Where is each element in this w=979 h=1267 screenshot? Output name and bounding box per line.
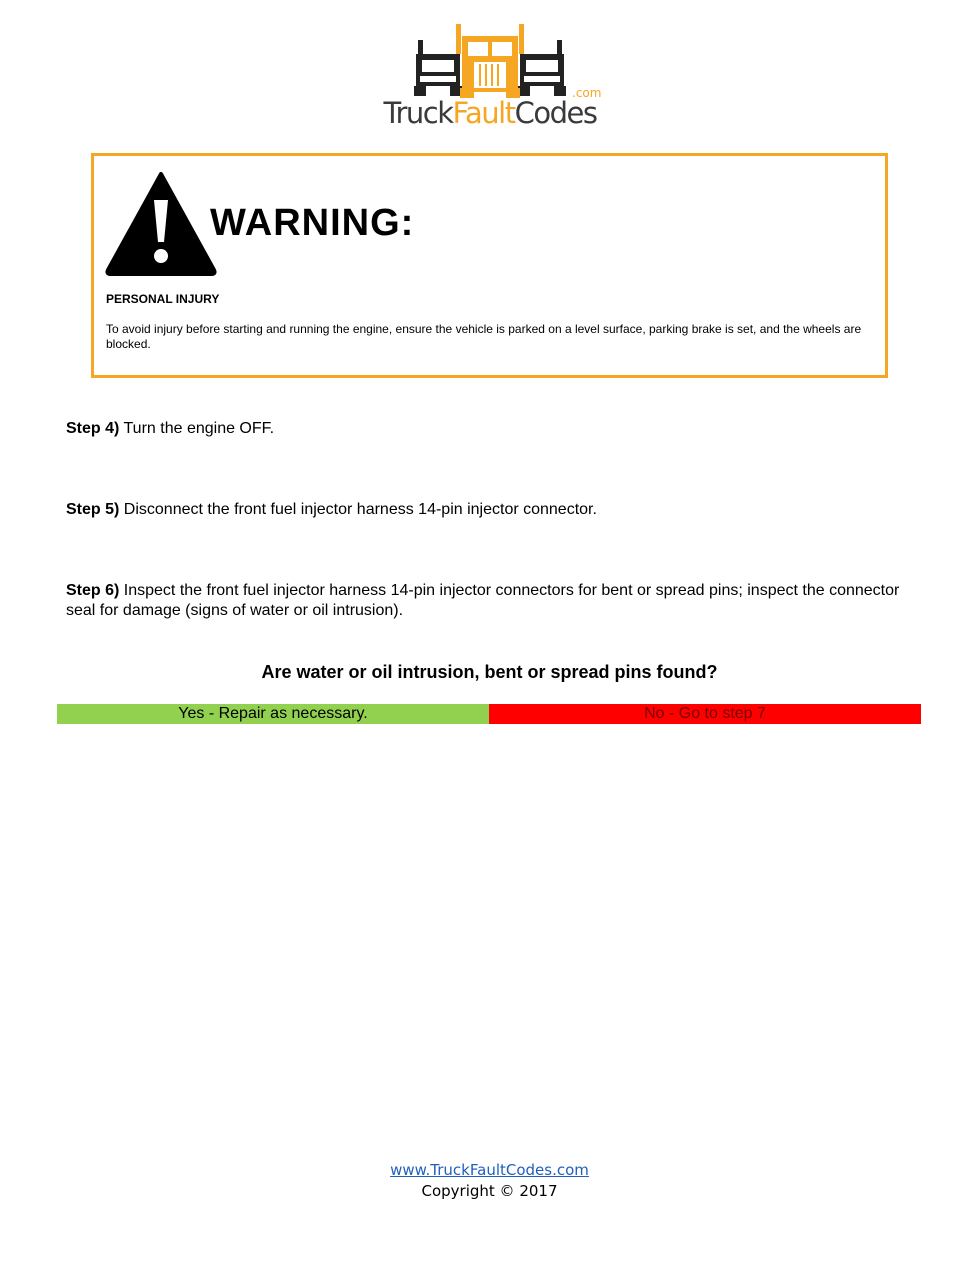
logo-word-codes: Codes	[514, 96, 597, 130]
footer	[0, 1160, 979, 1202]
logo-suffix: .com	[572, 86, 602, 100]
truck-logo-icon	[378, 18, 602, 98]
step-6-label: Step 6)	[66, 582, 120, 599]
logo-word-truck: Truck	[383, 96, 453, 130]
step-6-text: Inspect the front fuel injector harness 14-pin injector connectors for bent or spread pins; inspect the connector seal for damage (signs of water or oil intrusion).	[66, 582, 900, 619]
step-6	[66, 581, 926, 621]
logo	[378, 18, 602, 128]
logo-wordmark	[378, 96, 602, 130]
step-5	[66, 500, 926, 520]
answer-no: No - Go to step 7	[489, 704, 921, 724]
logo-word-fault: Fault	[452, 96, 515, 130]
warning-triangle-icon	[104, 170, 218, 276]
warning-title: WARNING:	[210, 202, 415, 244]
step-5-text: Disconnect the front fuel injector harness 14-pin injector connector.	[119, 501, 597, 518]
warning-subtitle: PERSONAL INJURY	[106, 292, 220, 306]
footer-website-link[interactable]: www.TruckFaultCodes.com	[390, 1161, 589, 1179]
answer-bar	[57, 704, 921, 724]
step-4	[66, 419, 926, 439]
step-5-label: Step 5)	[66, 501, 120, 518]
answer-yes: Yes - Repair as necessary.	[57, 704, 489, 724]
step-4-label: Step 4)	[66, 420, 120, 437]
question-heading: Are water or oil intrusion, bent or spread pins found?	[261, 662, 718, 682]
step-4-text: Turn the engine OFF.	[119, 420, 275, 437]
warning-body: To avoid injury before starting and running the engine, ensure the vehicle is parked on a level surface, parking brake is set, and the wheels are blocked.	[106, 322, 862, 351]
warning-box	[91, 153, 888, 378]
footer-copyright: Copyright © 2017	[421, 1182, 558, 1200]
